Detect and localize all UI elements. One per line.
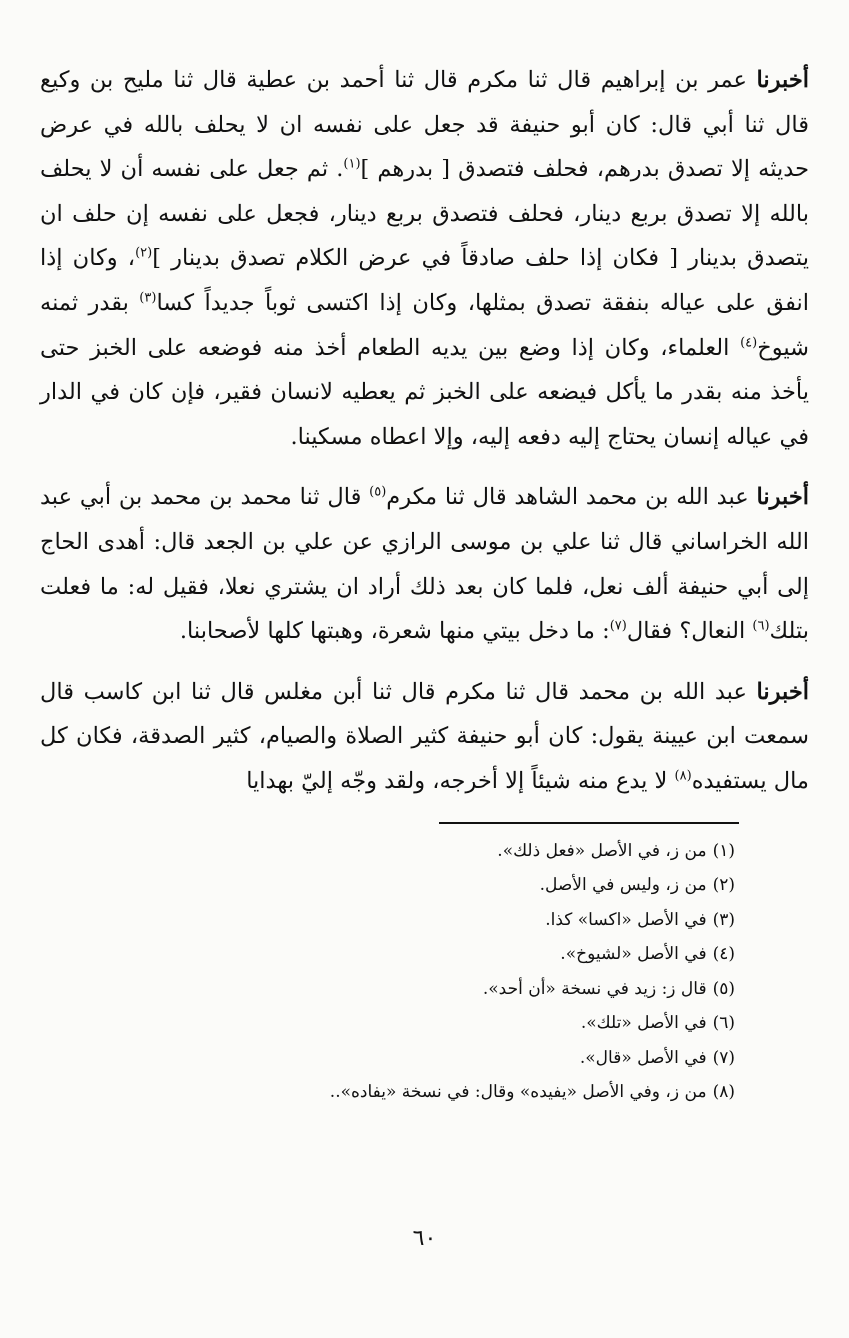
paragraph-text: بقدر ثمنه شيوخ (40, 289, 809, 361)
footnote-text: في الأصل «اكسا» كذا. (545, 909, 707, 930)
paragraph-text: العلماء، وكان إذا وضع بين يديه الطعام أخذ منه فوضعه على الخبز حتى يأخذ منه بقدر ما يأكل فيضعه على الخبز ثم يعطيه لانسان فقير، فإن كان في الدار في عياله إنسان يحتاج إليه دفعه إليه، وإلا اعطاه مسكينا. (40, 334, 809, 450)
footnote-item (40, 903, 735, 938)
paragraph-lead-word: أخبرنا (756, 67, 809, 93)
paragraph-text: لا يدع منه شيئاً إلا أخرجه، ولقد وجّه إليّ بهدايا (246, 767, 675, 794)
body-text (40, 58, 809, 804)
footnote-number: (٦) (712, 1013, 735, 1033)
footnote-item (40, 1006, 735, 1041)
paragraph-text: ، وكان إذا انفق على عياله بنفقة تصدق بمثلها، وكان إذا اكتسى ثوباً جديداً كسا (40, 245, 810, 316)
paragraph-lead-word: أخبرنا (756, 484, 809, 511)
footnote-reference: (٤) (740, 335, 758, 351)
footnote-item (40, 1041, 735, 1076)
page-number: ٦٠ (412, 1226, 437, 1251)
paragraph (40, 670, 809, 804)
footnote-text: في الأصل «قال». (579, 1047, 707, 1068)
footnote-text: في الأصل «تلك». (580, 1013, 707, 1033)
footnote-number: (٣) (712, 909, 735, 930)
footnote-reference: (٦) (752, 618, 770, 634)
paragraph-text: : ما دخل بيتي منها شعرة، وهبتها كلها لأصحابنا. (179, 618, 610, 645)
paragraph-text: . ثم جعل على نفسه أن لا يحلف بالله إلا تصدق بربع دينار، فحلف فتصدق بربع دينار، فجعل على نفسه إن حلف ان يتصدق بدينار [ فكان إذا حلف صادقاً في عرض الكلام تصدق بدينار ] (40, 156, 809, 272)
footnote-reference: (٨) (674, 768, 692, 784)
footnote-number: (٧) (712, 1047, 735, 1068)
footnote-reference: (٥) (369, 484, 387, 500)
paragraph-text: عمر بن إبراهيم قال ثنا مكرم قال ثنا أحمد بن عطية قال ثنا مليح بن وكيع قال ثنا أبي قال: كان أبو حنيفة قد جعل على نفسه ان لا يحلف بالله في عرض حديثه إلا تصدق بدرهم، فحلف فتصدق [ بدرهم ] (40, 67, 809, 183)
footnote-text: قال ز: زيد في نسخة «أن أحد». (482, 978, 707, 999)
footnote-item (40, 937, 735, 972)
footnote-item (40, 834, 735, 869)
footnote-text: من ز، وفي الأصل «يفيده» وقال: في نسخة «يفاده».. (329, 1082, 707, 1102)
footnote-text: من ز، وليس في الأصل. (539, 875, 707, 895)
footnote-item (40, 868, 735, 903)
paragraph-lead-word: أخبرنا (756, 678, 809, 705)
footnote-number: (٤) (712, 944, 735, 964)
footnote-text: في الأصل «لشيوخ». (560, 944, 707, 964)
footnote-item (40, 972, 735, 1007)
paragraph-text: عبد الله بن محمد الشاهد قال ثنا مكرم (386, 484, 757, 511)
paragraph-text: قال ثنا محمد بن محمد بن أبي عبد الله الخراساني قال ثنا علي بن موسى الرازي عن علي بن الجعد قال: أهدى الحاج إلى أبي حنيفة ألف نعل، فلما كان بعد ذلك أراد ان يشتري نعلا، فقيل له: ما فعلت بتلك (40, 484, 809, 645)
footnote-text: من ز، في الأصل «فعل ذلك». (497, 840, 707, 861)
footnotes-list (40, 834, 809, 1110)
footnote-number: (٥) (712, 978, 735, 999)
footnote-reference: (٧) (609, 618, 627, 634)
paragraph-text: النعال؟ فقال (626, 618, 753, 645)
footnote-reference: (٢) (135, 245, 153, 261)
footnote-reference: (١) (343, 156, 361, 172)
paragraph (40, 58, 809, 459)
footnote-number: (١) (712, 840, 735, 861)
footnote-number: (٨) (712, 1082, 735, 1102)
footnote-number: (٢) (712, 875, 735, 895)
footnote-reference: (٣) (139, 290, 157, 306)
footnote-divider (439, 822, 739, 824)
paragraph-text: عبد الله بن محمد قال ثنا مكرم قال ثنا أبن مغلس قال ثنا ابن كاسب قال سمعت ابن عيينة يقول: كان أبو حنيفة كثير الصلاة والصيام، كثير الصدقة، فكان كل مال يستفيده (40, 678, 809, 794)
paragraph (40, 475, 809, 653)
footnote-item (40, 1075, 735, 1110)
